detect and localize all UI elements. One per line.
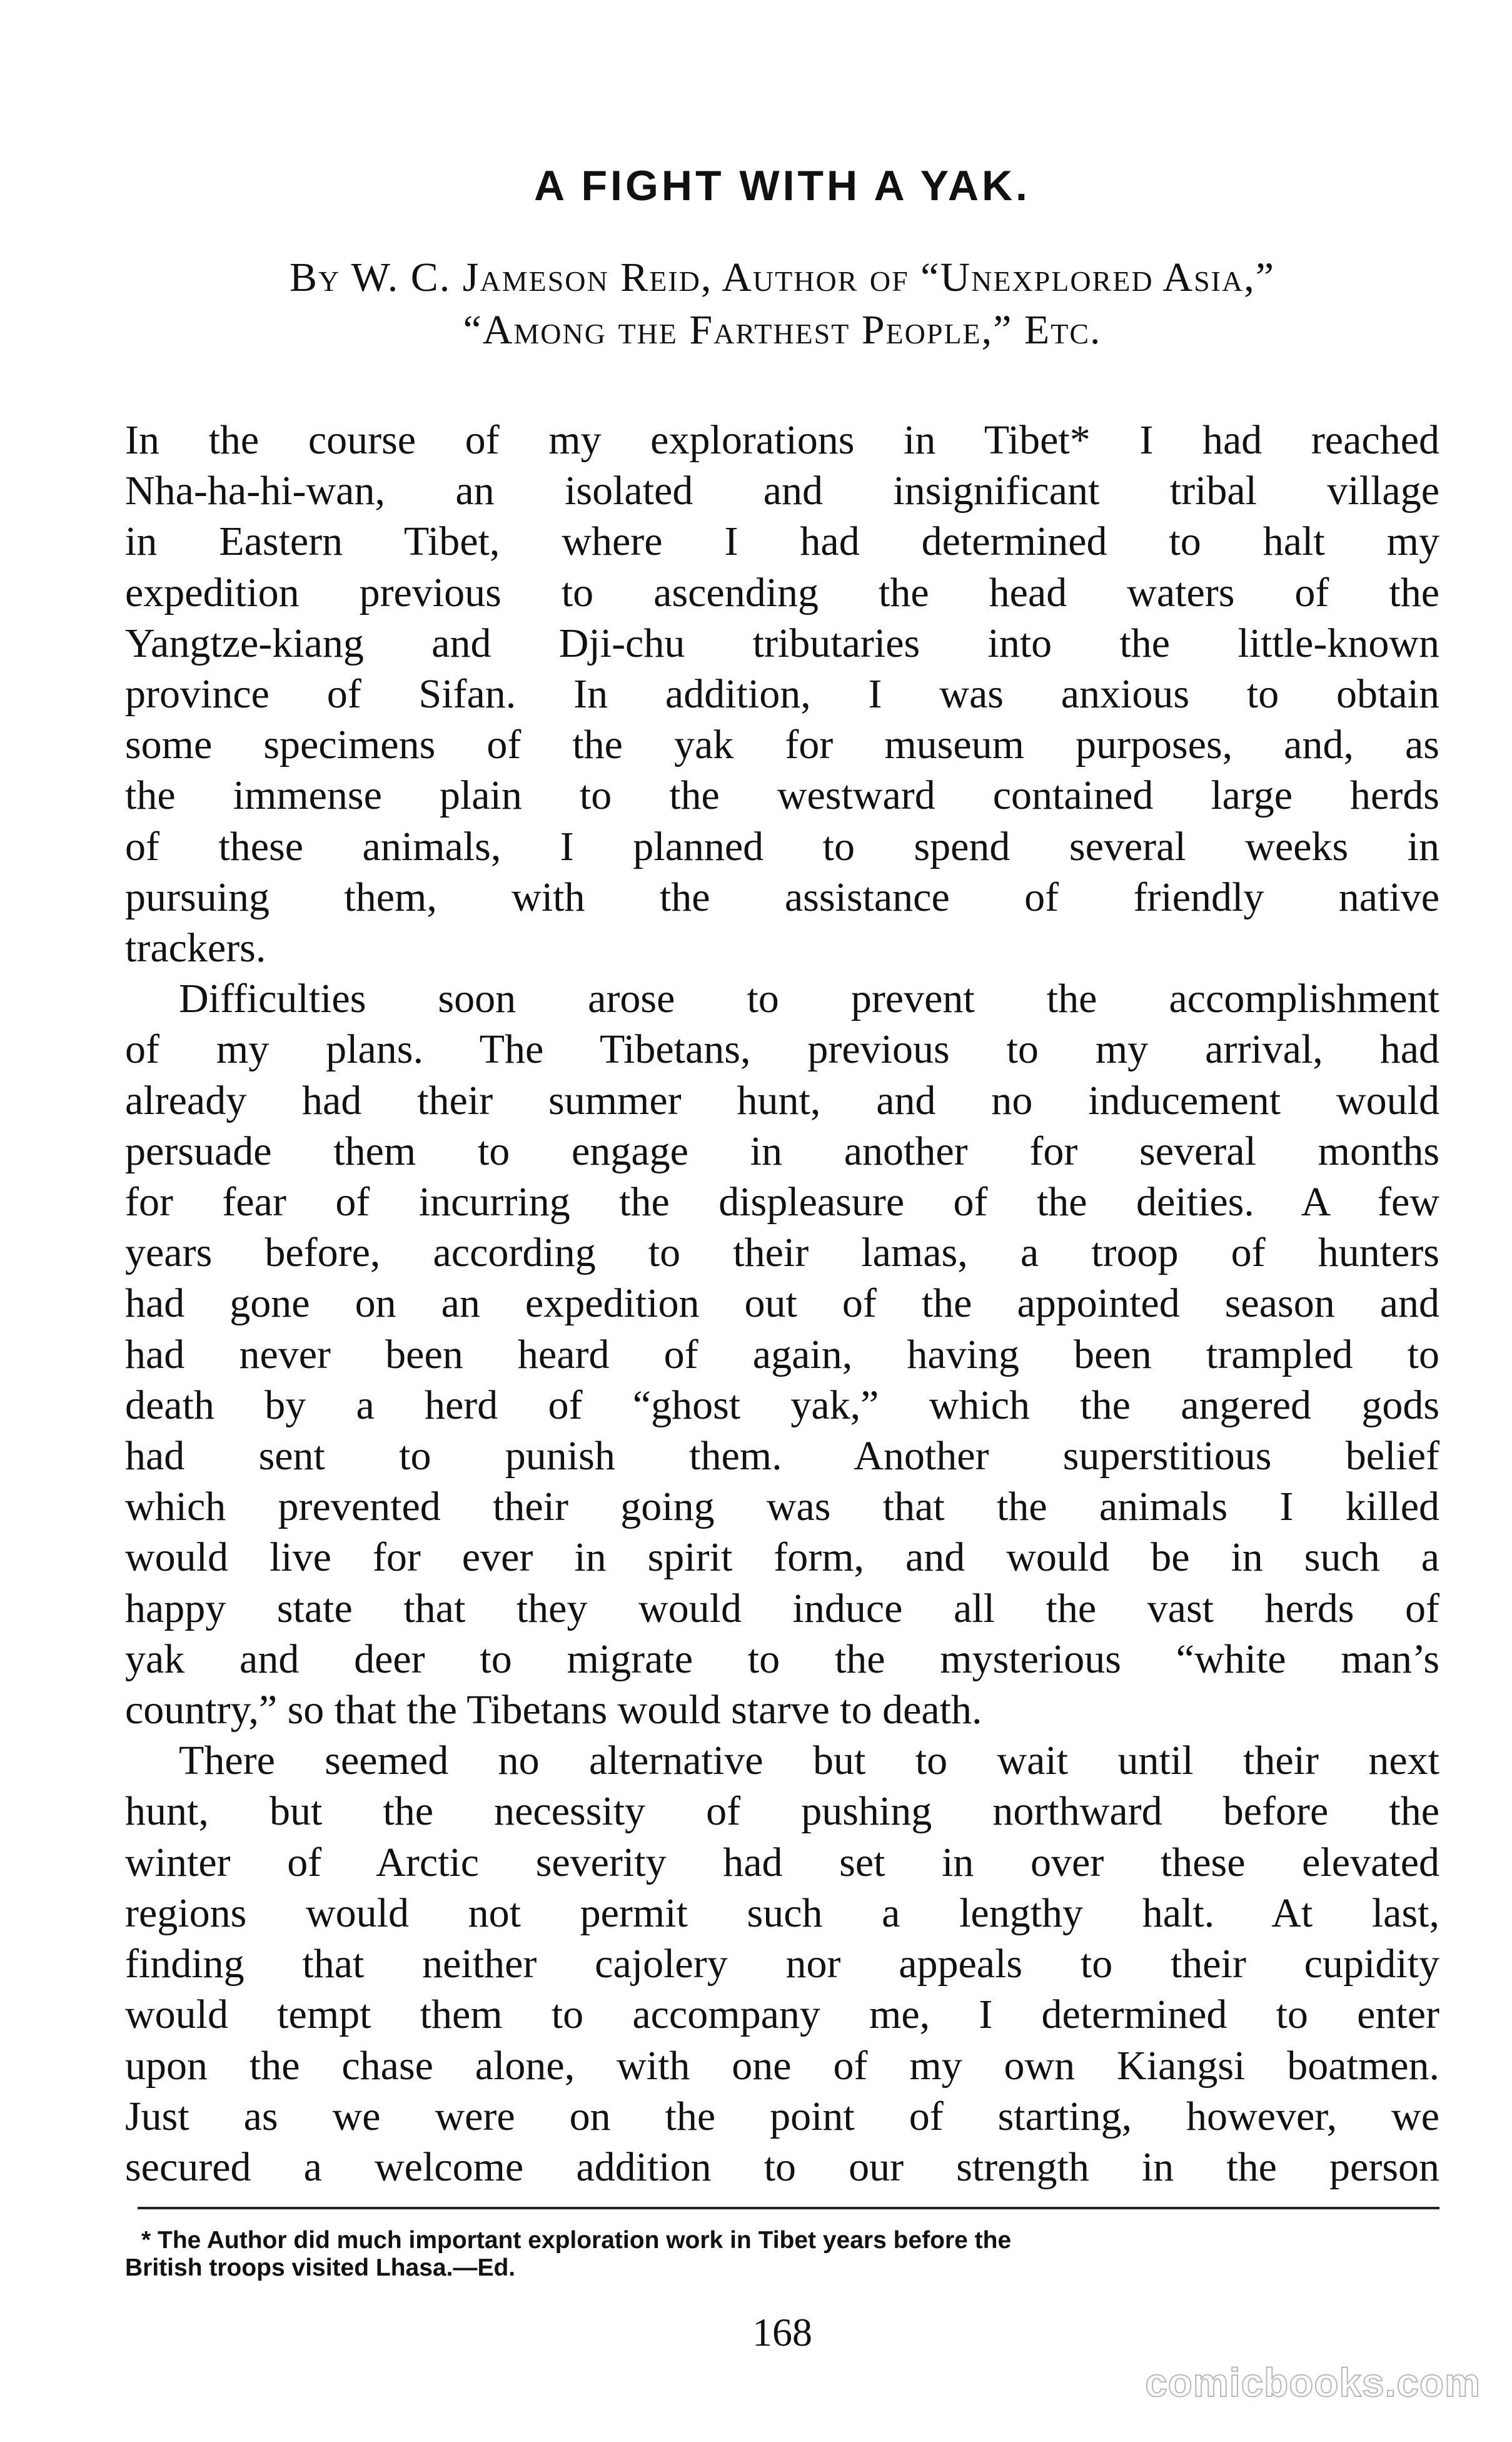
body-line: secured a welcome addition to our strength in the person	[125, 2144, 1439, 2190]
watermark-logo: comicbooks.com	[1145, 2360, 1481, 2405]
body-line: persuade them to engage in another for several months	[125, 1128, 1439, 1174]
body-line: had sent to punish them. Another superstitious belief	[125, 1433, 1439, 1479]
body-line: had never been heard of again, having been trampled to	[125, 1331, 1439, 1377]
body-line: trackers.	[125, 925, 266, 971]
body-line: happy state that they would induce all the vast herds of	[125, 1585, 1439, 1631]
body-line: winter of Arctic severity had set in over these elevated	[125, 1839, 1439, 1885]
body-line: hunt, but the necessity of pushing northward before the	[125, 1788, 1439, 1835]
body-line: already had their summer hunt, and no inducement would	[125, 1077, 1439, 1123]
page-number: 168	[752, 2310, 812, 2354]
body-line: the immense plain to the westward contained large herds	[125, 773, 1439, 819]
article-title: A FIGHT WITH A YAK.	[534, 162, 1031, 210]
article-byline	[125, 251, 1439, 357]
body-line: In the course of my explorations in Tibet* I had reached	[125, 417, 1439, 463]
body-line: upon the chase alone, with one of my own Kiangsi boatmen.	[125, 2042, 1439, 2089]
footnote	[125, 2227, 1439, 2282]
body-line: pursuing them, with the assistance of friendly native	[125, 874, 1439, 920]
body-line: would tempt them to accompany me, I determined to enter	[125, 1992, 1439, 2038]
article-body	[125, 415, 1439, 2192]
body-line: province of Sifan. In addition, I was anxious to obtain	[125, 671, 1439, 717]
body-line: Nha-ha-hi-wan, an isolated and insignificant tribal village	[125, 468, 1439, 514]
body-line: of these animals, I planned to spend several weeks in	[125, 823, 1439, 869]
body-line: would live for ever in spirit form, and would be in such a	[125, 1534, 1439, 1581]
byline-line-1: By W. C. Jameson Reid, Author of “Unexplored Asia,”	[290, 255, 1275, 300]
body-line: which prevented their going was that the animals I killed	[125, 1484, 1439, 1530]
body-line: Just as we were on the point of starting, however, we	[125, 2093, 1439, 2139]
body-line: regions would not permit such a lengthy halt. At last,	[125, 1890, 1439, 1936]
body-line: death by a herd of “ghost yak,” which the angered gods	[125, 1382, 1439, 1428]
body-line: some specimens of the yak for museum purposes, and, as	[125, 722, 1439, 768]
body-line: of my plans. The Tibetans, previous to my arrival, had	[125, 1026, 1439, 1073]
body-line: expedition previous to ascending the head waters of the	[125, 569, 1439, 616]
paragraph-start-line: There seemed no alternative but to wait until their next	[179, 1738, 1439, 1784]
paragraph-start-line: Difficulties soon arose to prevent the accomplishment	[179, 976, 1439, 1022]
footnote-line-2: British troops visited Lhasa.—Ed.	[125, 2254, 516, 2281]
body-line: Yangtze-kiang and Dji-chu tributaries into the little-known	[125, 620, 1439, 666]
body-line: finding that neither cajolery nor appeals to their cupidity	[125, 1941, 1439, 1987]
byline-line-2: “Among the Farthest People,” Etc.	[463, 307, 1102, 353]
book-page	[125, 0, 1439, 2442]
body-line: had gone on an expedition out of the appointed season and	[125, 1280, 1439, 1327]
body-line: yak and deer to migrate to the mysterious “white man’s	[125, 1636, 1439, 1682]
footnote-divider	[138, 2207, 1439, 2209]
footnote-line-1: * The Author did much important exploration work in Tibet years before the	[141, 2227, 1012, 2254]
body-line: years before, according to their lamas, a troop of hunters	[125, 1230, 1439, 1276]
body-line: country,” so that the Tibetans would starve to death.	[125, 1687, 982, 1733]
body-line: for fear of incurring the displeasure of the deities. A few	[125, 1179, 1439, 1225]
body-line: in Eastern Tibet, where I had determined to halt my	[125, 519, 1439, 565]
